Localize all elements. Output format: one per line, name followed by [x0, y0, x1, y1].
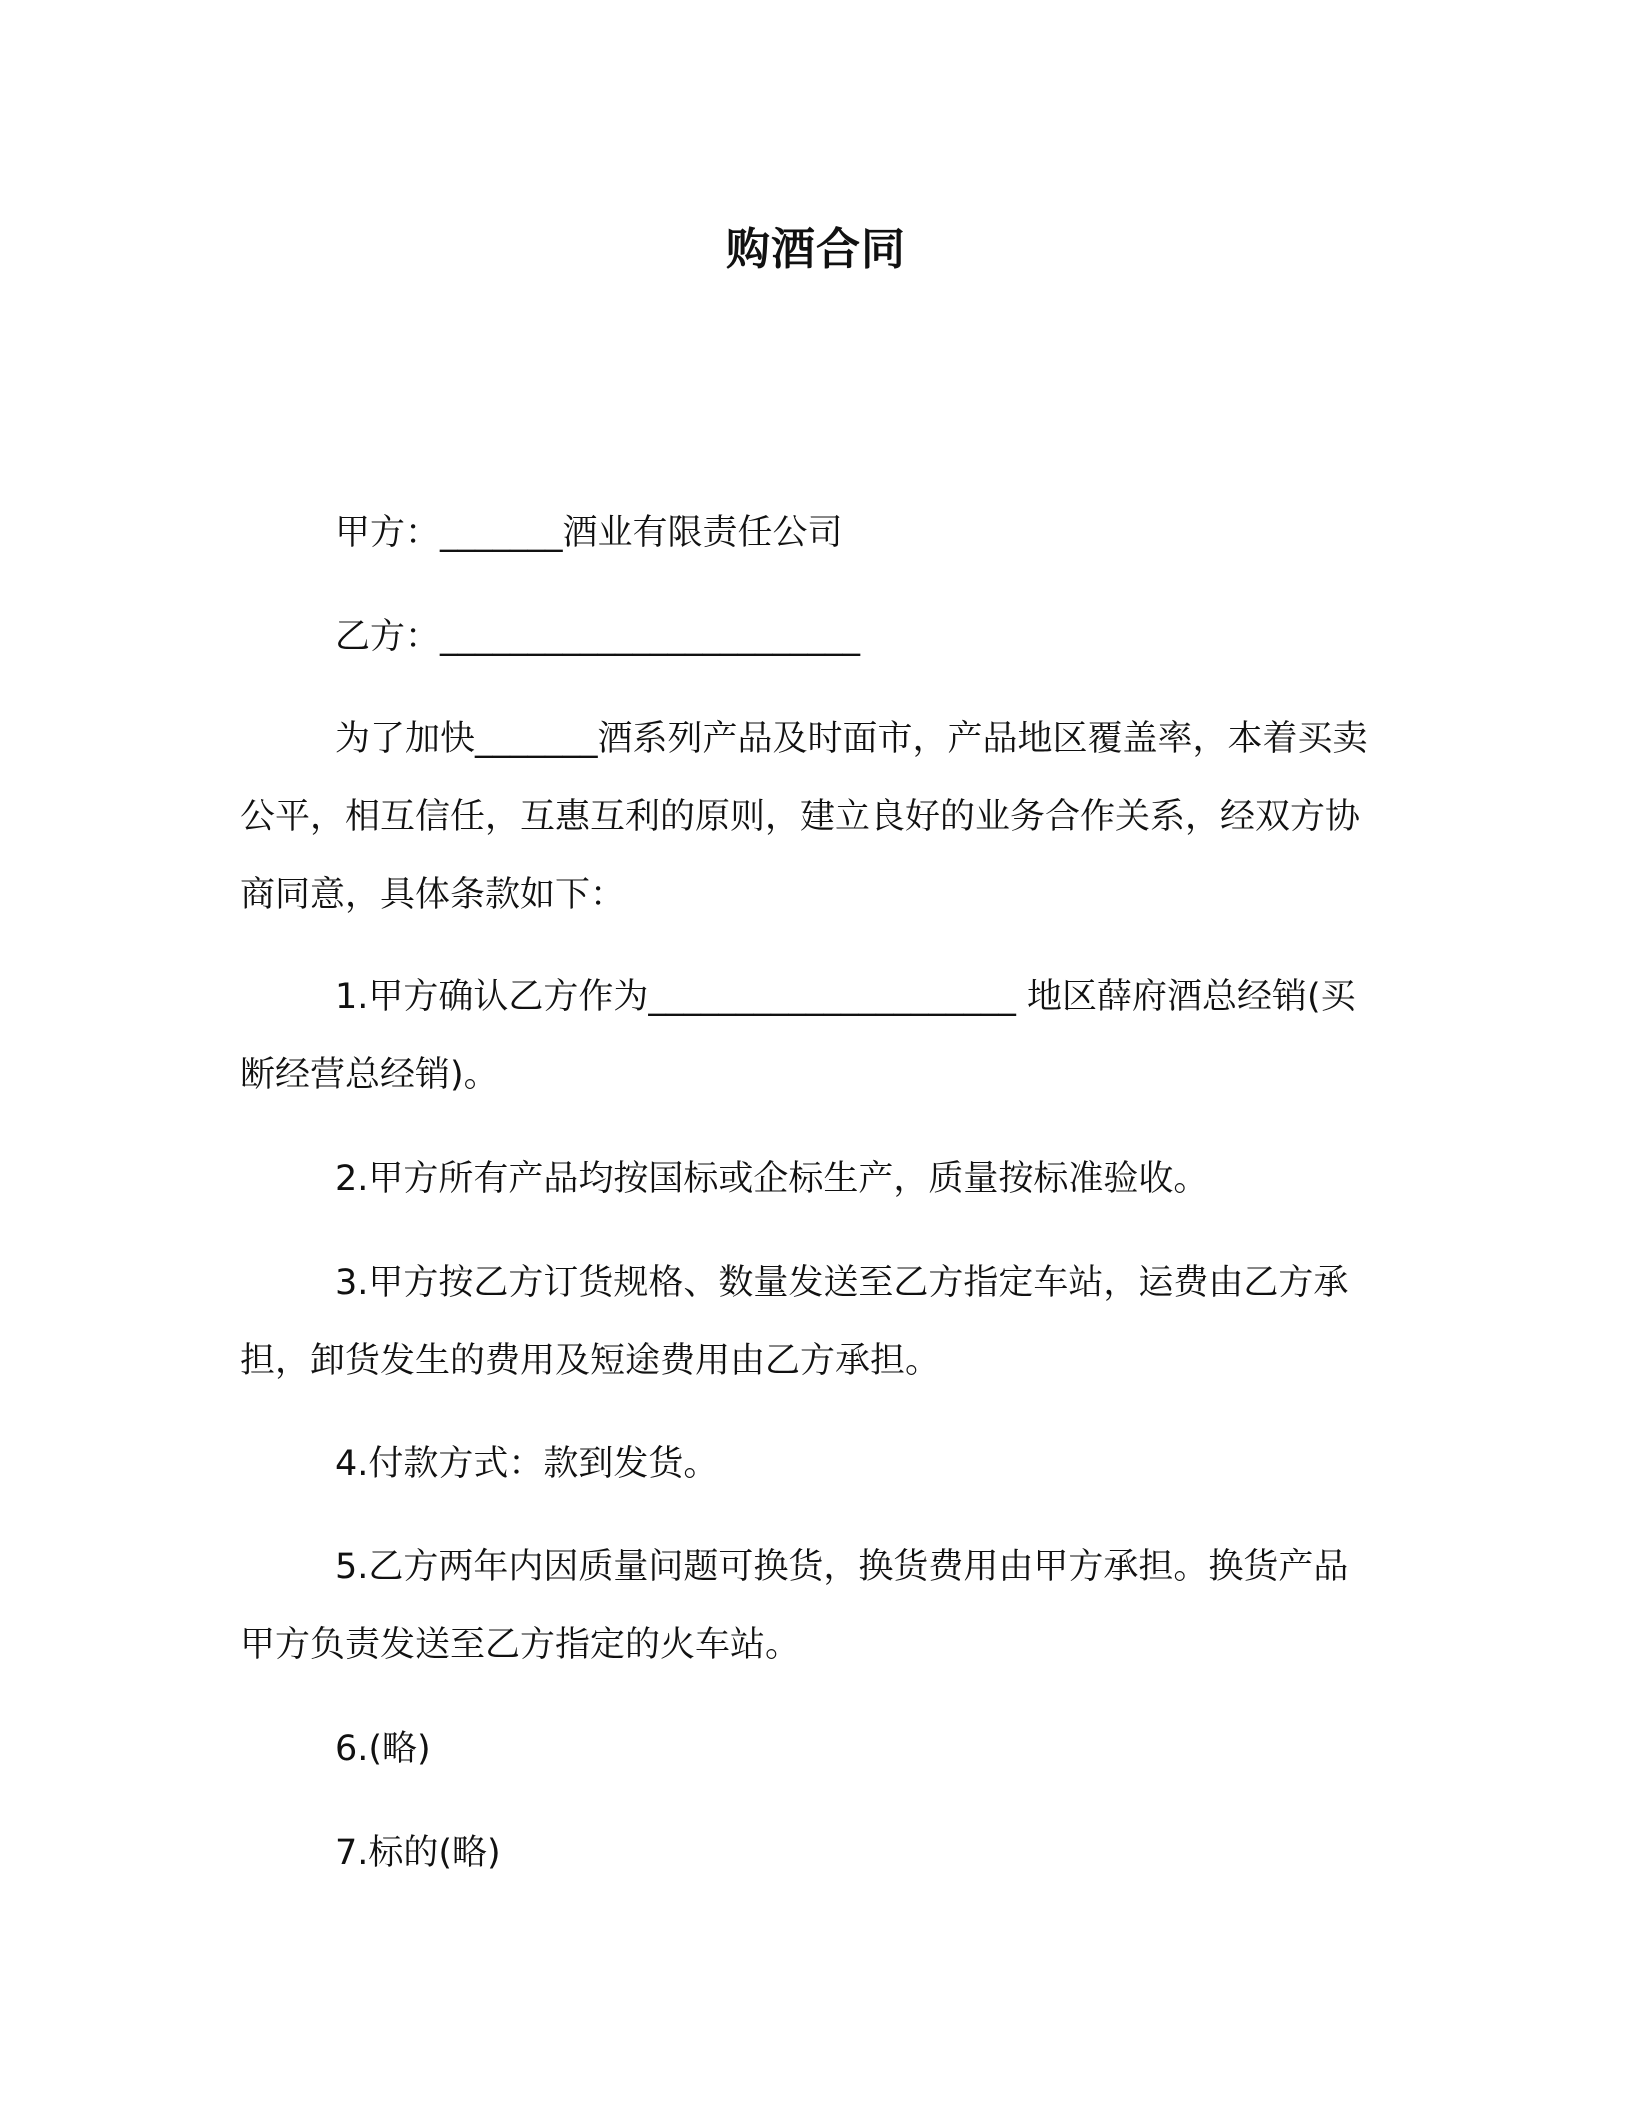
clause-7: 7.标的(略) — [335, 1833, 501, 1873]
intro-paragraph: 为了加快_______酒系列产品及时面市，产品地区覆盖率，本着买卖公平，相互信任，互惠互利的原则，建立良好的业务合作关系，经双方协商同意，具体条款如下： — [240, 719, 1368, 915]
clause-3: 3.甲方按乙方订货规格、数量发送至乙方指定车站，运费由乙方承担，卸货发生的费用及短途费用由乙方承担。 — [240, 1263, 1349, 1381]
clause-2: 2.甲方所有产品均按国标或企标生产，质量按标准验收。 — [335, 1159, 1209, 1199]
party-a-line: 甲方：_______酒业有限责任公司 — [335, 513, 843, 553]
document-title: 购酒合同 — [726, 224, 906, 275]
clause-4: 4.付款方式：款到发货。 — [335, 1444, 719, 1484]
clause-1: 1.甲方确认乙方作为_____________________ 地区薛府酒总经销(买断经营总经销)。 — [240, 977, 1356, 1095]
clause-5: 5.乙方两年内因质量问题可换货，换货费用由甲方承担。换货产品甲方负责发送至乙方指定的火车站。 — [240, 1547, 1349, 1665]
clause-6: 6.(略) — [335, 1729, 431, 1769]
party-b-line: 乙方：________________________ — [335, 617, 861, 657]
